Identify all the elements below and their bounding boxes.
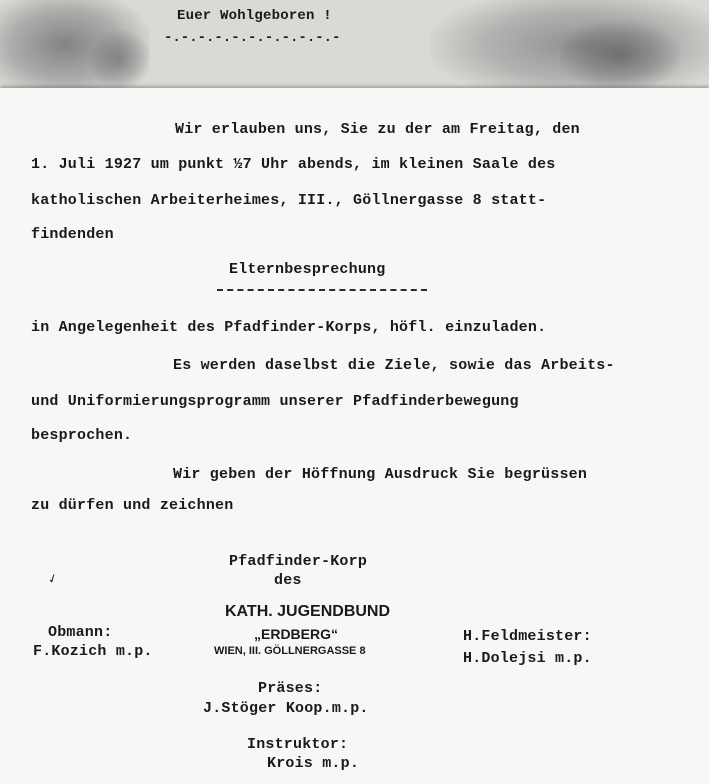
stamp-line2: „ERDBERG“ — [254, 626, 339, 642]
paragraph1-line3: katholischen Arbeiterheimes, III., Göllnergasse 8 statt- — [31, 192, 547, 209]
event-title: Elternbesprechung — [229, 261, 386, 278]
praeses-name: J.Stöger Koop.m.p. — [203, 700, 369, 717]
instruktor-role: Instruktor: — [247, 736, 349, 753]
corps-line1: Pfadfinder-Korp — [229, 553, 368, 570]
feldmeister-role: H.Feldmeister: — [463, 628, 592, 645]
paragraph1-line4: findenden — [31, 226, 114, 243]
obmann-role: Obmann: — [48, 624, 113, 641]
salutation: Euer Wohlgeboren ! — [177, 8, 332, 24]
paragraph4-line1: Wir geben der Höffnung Ausdruck Sie begrüssen — [173, 466, 588, 483]
praeses-role: Präses: — [258, 680, 323, 697]
stamp-line1: KATH. JUGENDBUND — [225, 603, 391, 620]
feldmeister-name: H.Dolejsi m.p. — [463, 650, 592, 667]
stamp-line3: WIEN, III. GÖLLNERGASSE 8 — [214, 645, 366, 657]
stain-left-small — [90, 30, 150, 90]
obmann-name: F.Kozich m.p. — [33, 643, 153, 660]
paragraph3-line3: besprochen. — [31, 427, 133, 444]
paragraph4-line2: zu dürfen und zeichnen — [31, 497, 234, 514]
corps-line2: des — [274, 572, 302, 589]
paragraph3-line1: Es werden daselbst die Ziele, sowie das Arbeits- — [173, 357, 615, 374]
paragraph2: in Angelegenheit des Pfadfinder-Korps, höfl. einzuladen. — [31, 319, 547, 336]
title-underline — [217, 289, 427, 291]
pen-mark: ✓ — [46, 570, 60, 589]
salutation-underline: -.-.-.-.-.-.-.-.-.-.- — [164, 30, 341, 46]
paragraph1-line2: 1. Juli 1927 um punkt ½7 Uhr abends, im kleinen Saale des — [31, 156, 556, 173]
stained-header-strip — [0, 0, 709, 96]
paragraph1-line1: Wir erlauben uns, Sie zu der am Freitag, den — [175, 121, 580, 138]
paragraph3-line2: und Uniformierungsprogramm unserer Pfadfinderbewegung — [31, 393, 519, 410]
stain-right-dark — [560, 20, 680, 90]
instruktor-name: Krois m.p. — [267, 755, 360, 772]
